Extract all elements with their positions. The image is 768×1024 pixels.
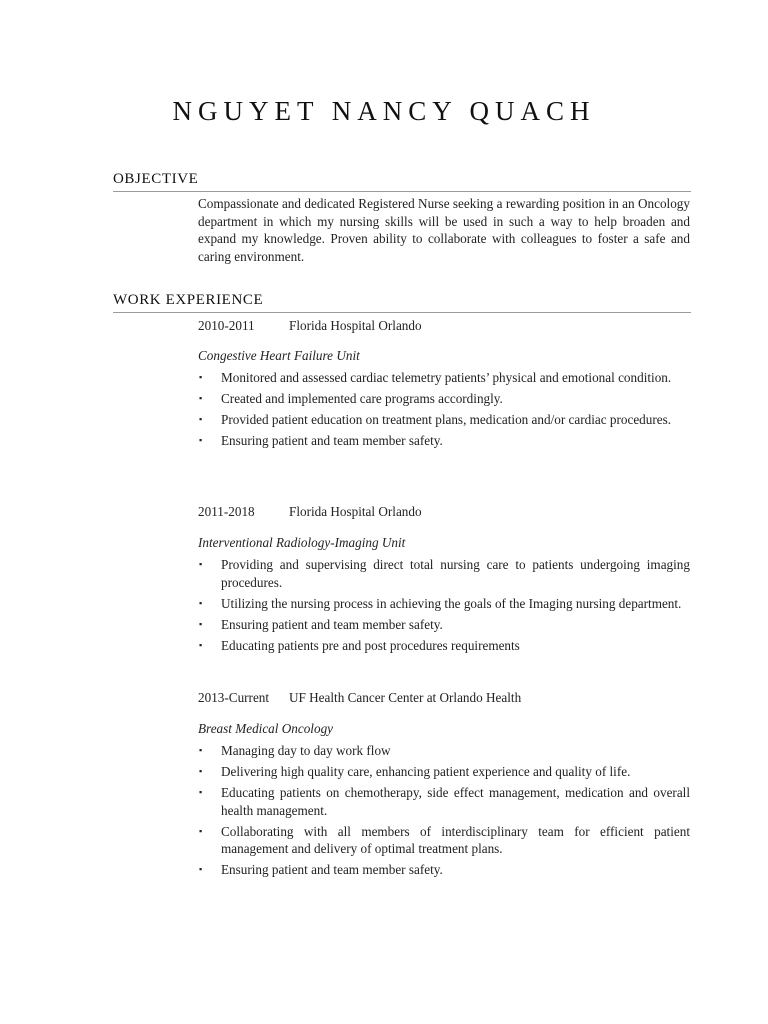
duty-text: Collaborating with all members of interdisciplinary team for efficient patient management and delivery of optimal treatment plans. [221,823,690,856]
bullet-icon: ▪ [199,787,203,797]
job-duties-list [198,556,690,658]
list-item [198,556,690,591]
bullet-icon: ▪ [199,618,203,629]
list-item [198,637,690,655]
duty-text: Educating patients pre and post procedures requirements [221,637,520,653]
job-header [198,504,422,520]
list-item [198,823,690,858]
work-experience-heading: WORK EXPERIENCE [113,292,264,308]
bullet-icon: ▪ [199,435,203,445]
job-employer: UF Health Cancer Center at Orlando Health [289,690,522,705]
work-experience-divider [113,312,691,313]
bullet-icon: ▪ [199,825,203,836]
job-years: 2010-2011 [198,318,255,333]
list-item [198,763,690,781]
objective-heading: OBJECTIVE [113,171,199,187]
duty-text: Ensuring patient and team member safety. [221,433,443,448]
bullet-icon: ▪ [199,766,203,776]
duty-text: Educating patients on chemotherapy, side effect management, medication and overall health management. [221,785,690,818]
duty-text: Delivering high quality care, enhancing patient experience and quality of life. [221,764,631,779]
list-item [198,742,690,760]
job-header [198,690,522,706]
duty-text: Monitored and assessed cardiac telemetry patients’ physical and emotional condition. [221,370,672,385]
list-item [198,411,690,429]
job-years: 2011-2018 [198,504,255,519]
duty-text: Created and implemented care programs accordingly. [221,391,503,406]
duty-text: Utilizing the nursing process in achieving the goals of the Imaging nursing department. [221,595,682,611]
duty-text: Providing and supervising direct total nursing care to patients undergoing imaging procedures. [221,557,690,590]
bullet-icon: ▪ [199,559,203,569]
job-duties-list [198,369,690,453]
job-employer: Florida Hospital Orlando [289,318,422,333]
list-item [198,390,690,408]
job-employer: Florida Hospital Orlando [289,504,422,519]
job-unit: Congestive Heart Failure Unit [198,348,360,363]
bullet-icon: ▪ [199,414,203,424]
bullet-icon: ▪ [199,639,203,650]
list-item [198,432,690,450]
objective-text: Compassionate and dedicated Registered Nurse seeking a rewarding position in an Oncology department in which my nursing skills will be used in such a way to help broaden and expand my knowledge. Proven ability to collaborate with colleagues to foster a safe and caring environment. [198,196,690,264]
job-header [198,318,422,334]
duty-text: Ensuring patient and team member safety. [221,616,443,632]
list-item [198,861,690,879]
objective-divider [113,191,691,192]
bullet-icon: ▪ [199,597,203,608]
job-years: 2013-Current [198,690,270,705]
duty-text: Ensuring patient and team member safety. [221,862,443,877]
duty-text: Managing day to day work flow [221,743,391,758]
list-item [198,369,690,387]
bullet-icon: ▪ [199,372,203,382]
bullet-icon: ▪ [199,393,203,403]
list-item [198,595,690,613]
candidate-name: NGUYET NANCY QUACH [172,96,596,126]
job-unit: Breast Medical Oncology [198,721,334,736]
list-item [198,616,690,634]
duty-text: Provided patient education on treatment plans, medication and/or cardiac procedures. [221,412,672,427]
job-duties-list [198,742,690,882]
list-item [198,784,690,819]
bullet-icon: ▪ [199,745,203,755]
job-unit: Interventional Radiology-Imaging Unit [198,535,406,550]
bullet-icon: ▪ [199,864,203,874]
